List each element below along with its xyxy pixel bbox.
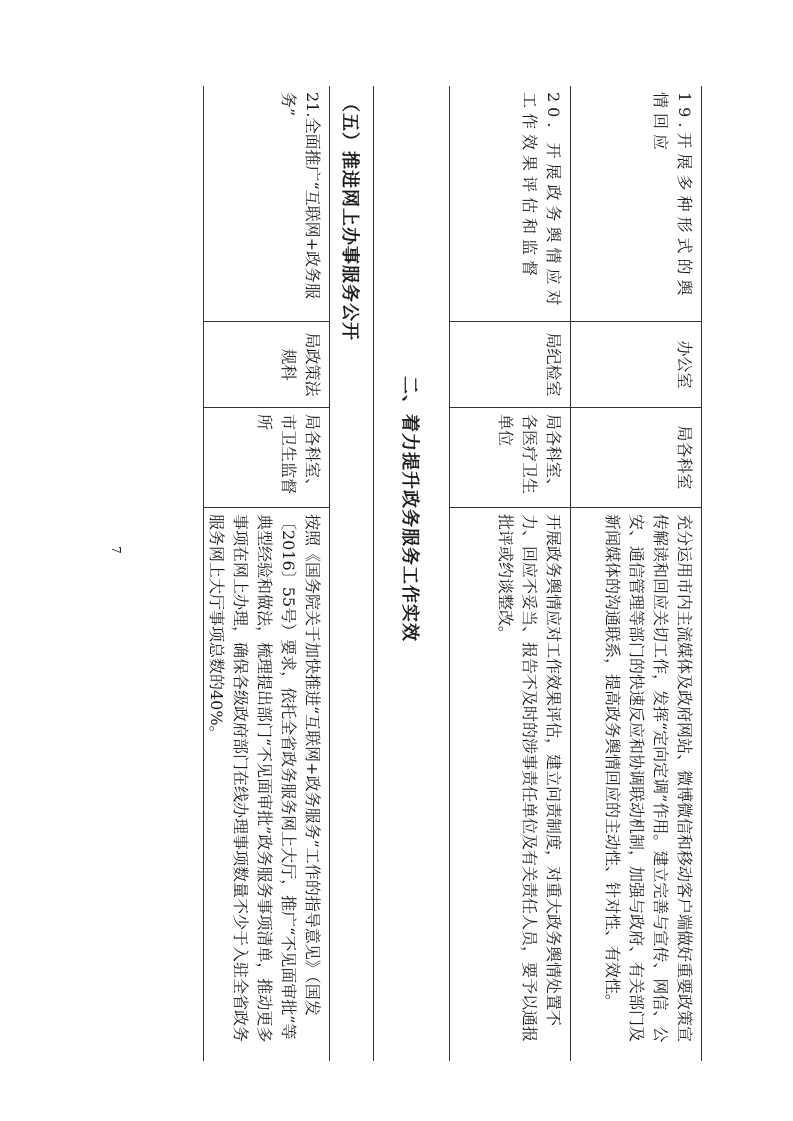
subsection-5-heading [329,86,373,1061]
table-row-20 [449,86,570,1061]
table-row-19 [570,86,701,1061]
lead-unit-cell [450,322,570,408]
item-cell [571,86,701,322]
partner-unit-text: 局各科室 [675,425,694,490]
lead-unit-text: 局政策法规科 [279,332,322,397]
partner-unit-text: 局各科室、各医疗卫生单位 [496,414,563,495]
partner-unit-text: 局各科室、市卫生监督所 [255,414,322,495]
content-cell [204,508,329,1061]
table-row-top-edge [701,86,763,1061]
item-cell [450,86,570,322]
item-cell [204,86,329,322]
section-2-heading [373,86,449,1061]
content-text: 按照《国务院关于加快推进“互联网+政务服务”工作的指导意见》（国发〔2016〕55号）要求，依托全省政务服务网上大厅，推广“不见面审批”等典型经验和做法，梳理提出部门“不见面审批”政务服务事项清单，推动更多事项在网上办理，确保各级政府部门在线办理事项数量不少于入驻全省政务服务网上大厅事项总数的40%。 [207,514,322,1043]
partner-unit-cell [204,408,329,508]
content-text: 充分运用市内主流媒体及政府网站、微博微信和移动客户端做好重要政策宣传解读和回应关切工作，发挥“定向定调”作用。建立完善与宣传、网信、公安、通信管理等部门的快速反应和协调联动机制，加强与政府、有关部门及新闻媒体的沟通联系，提高政务舆情回应的主动性、针对性、有效性。 [603,514,694,1043]
lead-unit-text: 局纪检室 [544,332,563,397]
subsection-5-title: （五）推进网上办事服务公开 [339,94,361,341]
section-2-title: 二、着力提升政务服务工作实效 [399,376,421,642]
item-text: 21.全面推广“互联网+政务服务” [279,92,322,300]
partner-unit-cell [450,408,570,508]
partner-unit-cell [571,408,701,508]
item-text: 20. 开展政务舆情应对工作效果评估和监督 [520,92,563,311]
table-row-21 [203,86,329,1061]
page-number: 7 [109,546,123,554]
content-text: 开展政务舆情应对工作效果评估，建立问责制度，对重大政务舆情处置不力、回应不妥当、报告不及时的涉事责任单位及有关责任人员，要予以通报批评或约谈整改。 [496,514,563,1043]
rotated-table [103,86,763,1061]
item-text: 19.开展多种形式的舆情回应 [651,92,694,301]
content-cell [450,508,570,1061]
lead-unit-cell [204,322,329,408]
content-cell [571,508,701,1061]
lead-unit-cell [571,322,701,408]
lead-unit-text: 办公室 [675,340,694,389]
